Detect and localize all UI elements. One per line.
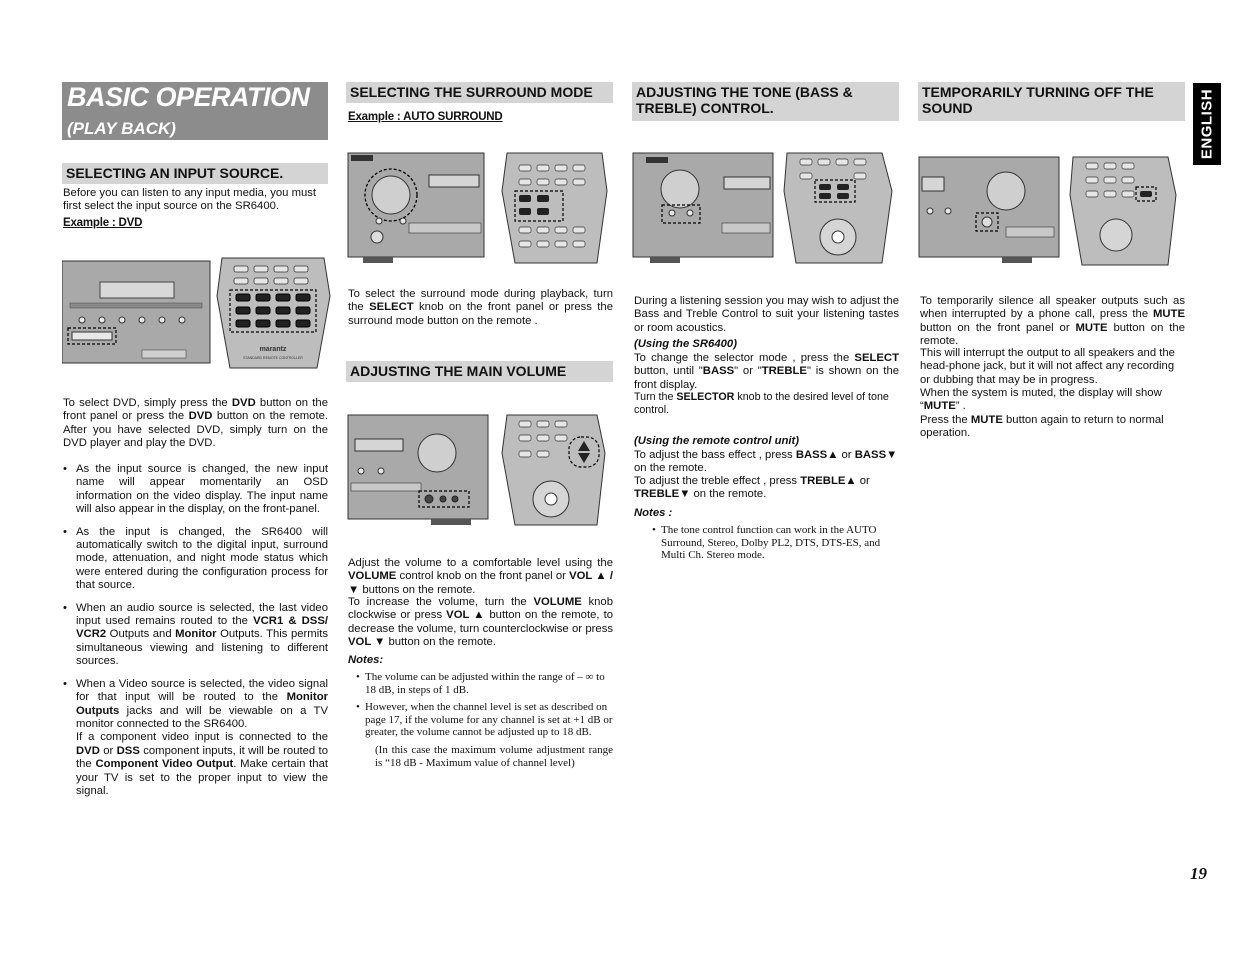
note-item: • However, when the channel level is set as described on page 17, if the volume for any channel is set at +1 dB or greater, the volume cannot be adjusted up to 18 dB. <box>356 701 613 739</box>
page-number: 19 <box>1190 864 1207 883</box>
input-source-illustration <box>62 256 332 370</box>
mute-heading: TEMPORARILY TURNING OFF THE SOUND <box>918 82 1185 121</box>
page-title: BASIC OPERATION <box>67 82 310 112</box>
note-item: • The tone control function can work in the AUTO Surround, Stereo, Dolby PL2, DTS, DTS-ES, and Multi Ch. Stereo mode. <box>652 524 881 562</box>
bullet-item: • When an audio source is selected, the last video input used remains routed to the VCR1 & DSS/ VCR2 Outputs and Monitor Outputs. This permits simultaneous viewing and listening to different sources. <box>63 601 329 668</box>
language-tab: ENGLISH <box>1193 83 1221 165</box>
page-subtitle: (PLAY BACK) <box>67 119 176 138</box>
tone-sub1-title: (Using the SR6400) <box>634 338 737 350</box>
tone-sub1-paragraph: To change the selector mode , press the SELECT button, until "BASS" or "TREBLE" is shown on the front display. <box>634 352 900 391</box>
tone-sub1b-paragraph: Turn the SELECTOR knob to the desired level of tone control. <box>634 391 889 417</box>
tone-notes-title: Notes : <box>634 507 673 519</box>
input-source-heading: SELECTING AN INPUT SOURCE. <box>62 163 328 184</box>
tone-sub2b-paragraph: To adjust the treble effect , press TREBLE▲ or TREBLE▼ on the remote. <box>634 475 870 501</box>
mute-paragraph-2: This will interrupt the output to all speakers and the head-phone jack, but it will not affect any recording or dubbing that may be in progress. <box>920 347 1175 386</box>
mute-paragraph-3: When the system is muted, the display will show “MUTE” . <box>920 387 1162 413</box>
tone-sub2-title: (Using the remote control unit) <box>634 435 800 447</box>
volume-heading: ADJUSTING THE MAIN VOLUME <box>346 361 613 382</box>
bullet-item: • As the input is changed, the SR6400 will automatically switch to the digital input, surround mode, attenuation, and night mode status which were entered during the configuration process for that source. <box>63 525 328 592</box>
volume-paragraph-1: Adjust the volume to a comfortable level using the VOLUME control knob on the front panel or VOL ▲ / ▼ buttons on the remote. <box>348 557 613 596</box>
note-item: • The volume can be adjusted within the range of – ∞ to 18 dB, in steps of 1 dB. <box>356 671 605 696</box>
input-source-paragraph: To select DVD, simply press the DVD button on the front panel or press the DVD button on the remote. After you have selected DVD, simply turn on the DVD player and play the DVD. <box>63 397 329 450</box>
surround-example: Example : AUTO SURROUND <box>348 111 503 123</box>
tone-illustration <box>632 151 894 265</box>
note-item: (In this case the maximum volume adjustment range is “18 dB - Maximum value of channel level) <box>375 743 613 769</box>
input-source-intro: Before you can listen to any input media, you must first select the input source on the SR6400. <box>63 187 317 213</box>
volume-notes <box>356 671 613 769</box>
mute-paragraph-1: To temporarily silence all speaker outputs such as when interrupted by a phone call, press the MUTE button on the front panel or MUTE button on the remote. <box>920 295 1185 348</box>
volume-paragraph-2: To increase the volume, turn the VOLUME knob clockwise or press VOL ▲ button on the remote, to decrease the volume, turn counterclockwise or press VOL ▼ button on the remote. <box>348 596 613 649</box>
tone-heading: ADJUSTING THE TONE (BASS & TREBLE) CONTROL. <box>632 82 899 121</box>
input-source-example: Example : DVD <box>63 217 143 229</box>
tone-intro: During a listening session you may wish to adjust the Bass and Treble Control to suit your listening tastes or room acoustics. <box>634 295 899 334</box>
mute-illustration <box>918 155 1180 267</box>
input-source-bullets <box>63 463 328 807</box>
bullet-item: • As the input source is changed, the new input name will appear momentarily an OSD information on the video display. The input name will also appear in the display, on the front-panel. <box>63 463 328 516</box>
remote-brand: marantz <box>259 346 287 353</box>
surround-heading: SELECTING THE SURROUND MODE <box>346 82 613 103</box>
tone-sub2a-paragraph: To adjust the bass effect , press BASS▲ or BASS▼ on the remote. <box>634 449 898 475</box>
tone-notes <box>652 524 899 562</box>
mute-paragraph-4: Press the MUTE button again to return to normal operation. <box>920 414 1164 440</box>
volume-notes-title: Notes: <box>348 654 384 666</box>
bullet-item: • When a Video source is selected, the video signal for that input will be routed to the Monitor Outputs jacks and will be viewable on a TV monitor connected to the SR6400. If a component video input is connected to the DVD or DSS component inputs, it will be routed to the Component Video Output. Make certain that your TV is set to the proper input to view the signal. <box>63 677 328 797</box>
volume-illustration <box>347 413 609 527</box>
remote-caption: STANDARD REMOTE CONTROLLER <box>243 356 303 360</box>
page-title-banner <box>62 82 328 140</box>
surround-illustration <box>347 151 609 265</box>
surround-paragraph: To select the surround mode during playback, turn the SELECT knob on the front panel or press the surround mode button on the remote . <box>348 288 613 327</box>
